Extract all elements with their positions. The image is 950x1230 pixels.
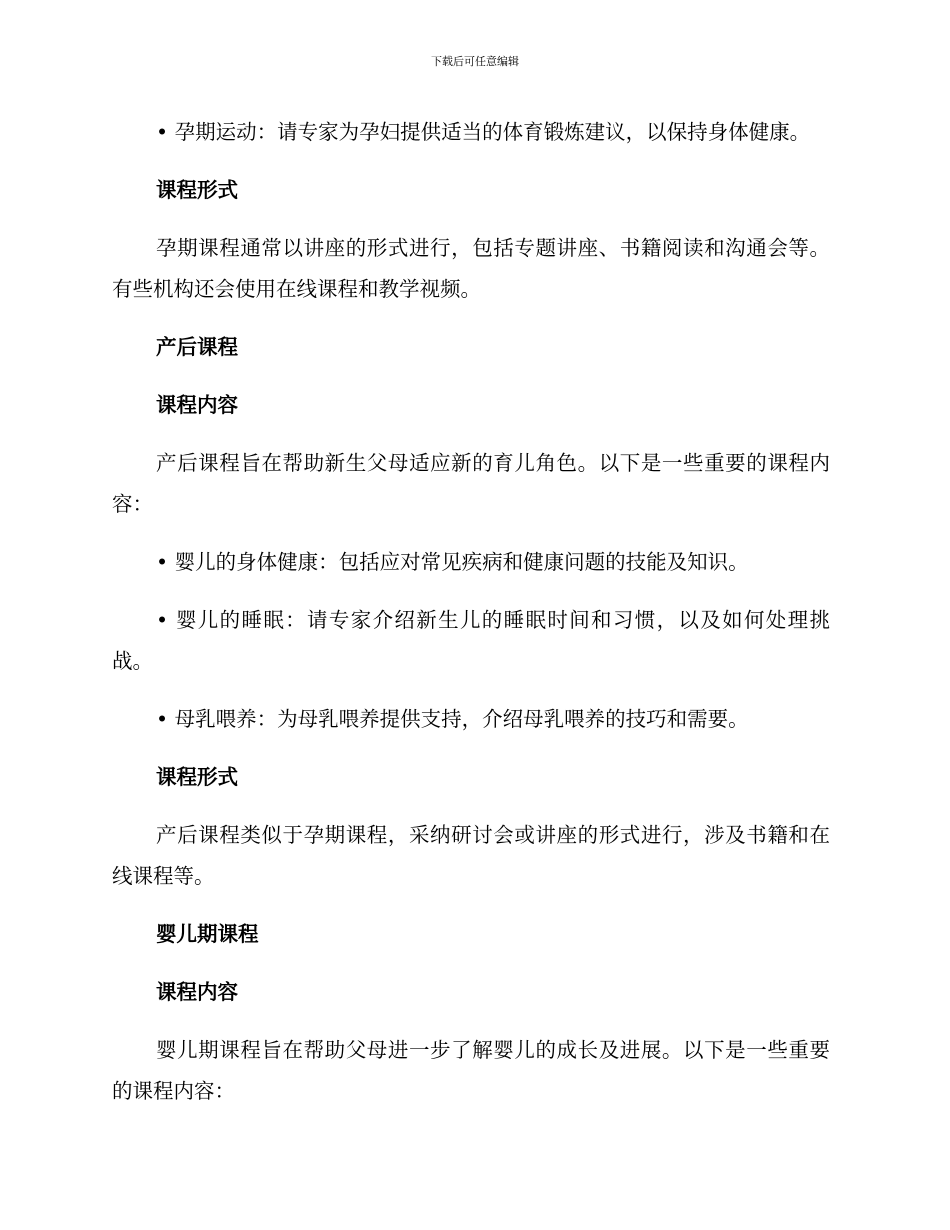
paragraph-postpartum-format: 产后课程类似于孕期课程，采纳研讨会或讲座的形式进行，涉及书籍和在线课程等。 (112, 823, 830, 888)
paragraph-infancy-intro: 婴儿期课程旨在帮助父母进一步了解婴儿的成长及进展。以下是一些重要的课程内容： (112, 1038, 830, 1103)
section-heading-course-content: 课程内容 (156, 393, 238, 417)
section-heading-course-content-2: 课程内容 (156, 980, 238, 1004)
bullet-infant-sleep: • 婴儿的睡眠：请专家介绍新生儿的睡眠时间和习惯，以及如何处理挑战。 (112, 608, 830, 673)
section-heading-postpartum-course: 产后课程 (156, 335, 238, 359)
paragraph-postpartum-intro: 产后课程旨在帮助新生父母适应新的育儿角色。以下是一些重要的课程内容： (112, 451, 830, 516)
bullet-breastfeeding: • 母乳喂养：为母乳喂养提供支持，介绍母乳喂养的技巧和需要。 (156, 707, 749, 731)
section-heading-infancy-course: 婴儿期课程 (156, 922, 259, 946)
bullet-infant-health: • 婴儿的身体健康：包括应对常见疾病和健康问题的技能及知识。 (156, 550, 749, 574)
page-header-note: 下载后可任意编辑 (431, 55, 519, 68)
section-heading-course-format-2: 课程形式 (156, 765, 238, 789)
bullet-prenatal-exercise: • 孕期运动：请专家为孕妇提供适当的体育锻炼建议，以保持身体健康。 (156, 120, 811, 144)
document-body (112, 112, 830, 1129)
section-heading-course-format: 课程形式 (156, 178, 238, 202)
paragraph-prenatal-format: 孕期课程通常以讲座的形式进行，包括专题讲座、书籍阅读和沟通会等。有些机构还会使用在线课程和教学视频。 (112, 236, 830, 301)
